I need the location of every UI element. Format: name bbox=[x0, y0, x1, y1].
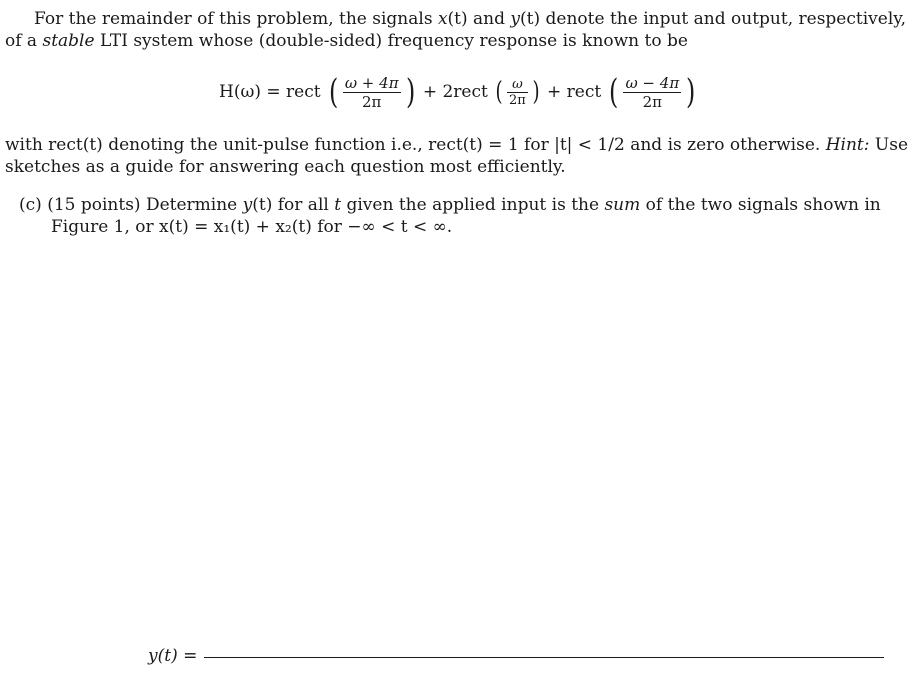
intro-text: (t) denote the input and output, respectively, bbox=[520, 9, 907, 29]
left-paren: ( bbox=[495, 77, 503, 107]
fraction-term-2 bbox=[507, 77, 528, 108]
intro-line-2 bbox=[5, 30, 688, 52]
part-c-text: given the applied input is the bbox=[341, 195, 605, 215]
emphasis-stable: stable bbox=[42, 31, 95, 51]
intro-text: For the remainder of this problem, the signals bbox=[34, 9, 438, 29]
part-c-line-2 bbox=[51, 216, 452, 238]
fraction-numerator: ω bbox=[512, 76, 523, 92]
part-c-text: Figure 1, or x(t) = x₁(t) + x₂(t) for −∞ < t < ∞. bbox=[51, 217, 453, 237]
left-paren: ( bbox=[328, 72, 338, 112]
equation-lhs: H(ω) = rect bbox=[219, 82, 321, 102]
answer-blank-line[interactable] bbox=[204, 657, 884, 658]
var-y: y bbox=[242, 195, 253, 215]
var-x: x bbox=[437, 9, 448, 29]
definition-text: sketches as a guide for answering each question most efficiently. bbox=[5, 157, 566, 177]
answer-label-text: y(t) = bbox=[148, 646, 198, 666]
part-c-text: (t) for all bbox=[252, 195, 335, 215]
right-paren: ) bbox=[532, 77, 540, 107]
answer-label bbox=[148, 645, 197, 667]
right-paren: ) bbox=[405, 72, 415, 112]
equation-term-3-op: + rect bbox=[546, 82, 602, 102]
definition-text: with rect(t) denoting the unit-pulse function i.e., rect(t) = 1 for |t| < 1/2 and is zero otherwise. bbox=[5, 135, 826, 155]
fraction-numerator: ω + 4π bbox=[344, 73, 399, 92]
hint-label: Hint: bbox=[825, 135, 870, 155]
intro-text: of a bbox=[5, 31, 43, 51]
part-c-text: of the two signals shown in bbox=[640, 195, 881, 215]
var-t: t bbox=[334, 195, 342, 215]
fraction-denominator: 2π bbox=[509, 92, 526, 108]
left-paren: ( bbox=[609, 72, 619, 112]
frequency-response-equation bbox=[219, 68, 697, 116]
definition-text: Use bbox=[869, 135, 908, 155]
intro-text: LTI system whose (double-sided) frequency response is known to be bbox=[94, 31, 688, 51]
fraction-term-1 bbox=[343, 74, 401, 111]
part-c-line-1 bbox=[19, 194, 881, 216]
equation-term-2-op: + 2rect bbox=[422, 82, 488, 102]
part-c-text: (c) (15 points) Determine bbox=[19, 195, 243, 215]
intro-line-1 bbox=[34, 8, 906, 30]
fraction-denominator: 2π bbox=[642, 92, 663, 111]
fraction-denominator: 2π bbox=[361, 92, 382, 111]
emphasis-sum: sum bbox=[604, 195, 641, 215]
right-paren: ) bbox=[686, 72, 696, 112]
definition-line-2 bbox=[5, 156, 566, 178]
fraction-numerator: ω − 4π bbox=[625, 73, 680, 92]
definition-line-1 bbox=[5, 134, 908, 156]
intro-text: (t) and bbox=[447, 9, 511, 29]
var-y: y bbox=[510, 9, 521, 29]
fraction-term-3 bbox=[623, 74, 681, 111]
